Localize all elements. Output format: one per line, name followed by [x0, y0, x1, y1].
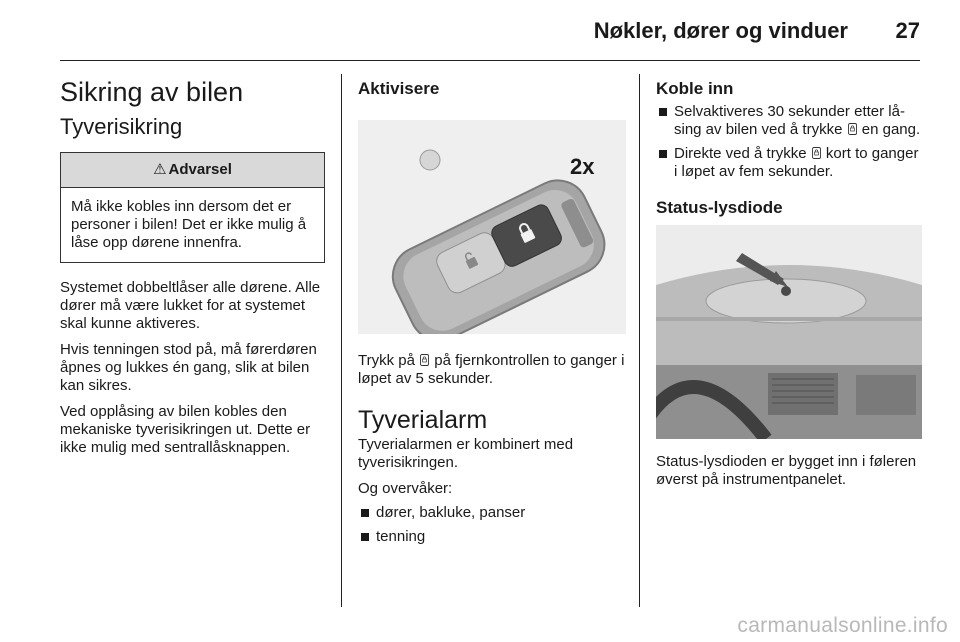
column-divider-right: [639, 74, 640, 607]
list-item-text-after: en gang.: [861, 121, 921, 138]
remote-key-figure: [358, 120, 626, 334]
header-rule: [60, 60, 920, 61]
warning-triangle-icon: ⚠: [153, 161, 167, 178]
header-title: Nøkler, dører og vinduer: [593, 18, 848, 43]
status-heading: Status-lysdiode: [656, 198, 783, 217]
list-item: [656, 145, 922, 181]
paragraph-ignition: Hvis tenningen stod på, må førerdøren åpnes og lukkes én gang, slik at bilen kan sikres.: [60, 341, 317, 394]
lock-icon: [420, 354, 429, 366]
paragraph-unlock: Ved opplåsing av bilen kobles den mekaniske tyverisikringen ut. Dette er ikke mulig med sentrallåsknappen.: [60, 403, 311, 456]
bullet-square-icon: [659, 108, 667, 116]
watermark: carmanualsonline.info: [737, 614, 948, 637]
section-title: Sikring av bilen: [60, 77, 244, 107]
subsection-title: Tyverisikring: [60, 114, 183, 139]
lock-icon: [848, 123, 857, 135]
monitored-list: [358, 504, 626, 546]
paragraph-double-lock: Systemet dobbeltlåser alle dørene. Alle dører må være lukket for at systemet skal kunne aktiveres.: [60, 279, 321, 332]
status-text: Status-lysdioden er bygget inn i føleren øverst på instrumentpanelet.: [656, 453, 917, 488]
list-item-text-before: Selvaktiveres 30 sekunder etter låsing av bilen ved å trykke: [674, 103, 905, 138]
warning-title: Advarsel: [168, 161, 232, 178]
list-item-text-after: kort to ganger i løpet av fem sekunder.: [674, 145, 919, 180]
bullet-square-icon: [361, 533, 369, 541]
column-left: [60, 70, 325, 465]
lock-icon: [812, 147, 821, 159]
column-right: [656, 70, 922, 497]
alarm-title: Tyverialarm: [358, 406, 488, 434]
instruction-before: Trykk på: [358, 352, 415, 369]
activate-heading: Aktivisere: [358, 79, 440, 98]
column-divider-left: [341, 74, 342, 607]
list-item: [358, 504, 626, 522]
list-item: [656, 103, 922, 139]
warning-box: [60, 152, 325, 263]
list-item-text-before: Direkte ved å trykke: [674, 145, 807, 162]
page-number: 27: [895, 18, 920, 43]
enable-heading: Koble inn: [656, 79, 734, 98]
warning-header: [61, 153, 324, 188]
warning-text: Må ikke kobles inn dersom det er personer i bilen! Det er ikke mulig å låse opp dørene innenfra.: [71, 198, 307, 251]
list-item: [358, 528, 626, 546]
dashboard-figure: [656, 225, 922, 439]
figure-label-2x: 2x: [570, 154, 595, 179]
activate-instruction: [358, 352, 626, 388]
column-middle: [358, 70, 626, 554]
list-item-text: tenning: [376, 528, 426, 545]
instruction-after: på fjernkontrollen to ganger i løpet av 5 sekunder.: [358, 352, 625, 387]
monitors-label: Og overvåker:: [358, 480, 453, 497]
bullet-square-icon: [659, 150, 667, 158]
alarm-intro: Tyverialarmen er kombinert med tyverisikringen.: [358, 436, 574, 471]
list-item-text: dører, bakluke, panser: [376, 504, 526, 521]
enable-list: [656, 103, 922, 181]
bullet-square-icon: [361, 509, 369, 517]
